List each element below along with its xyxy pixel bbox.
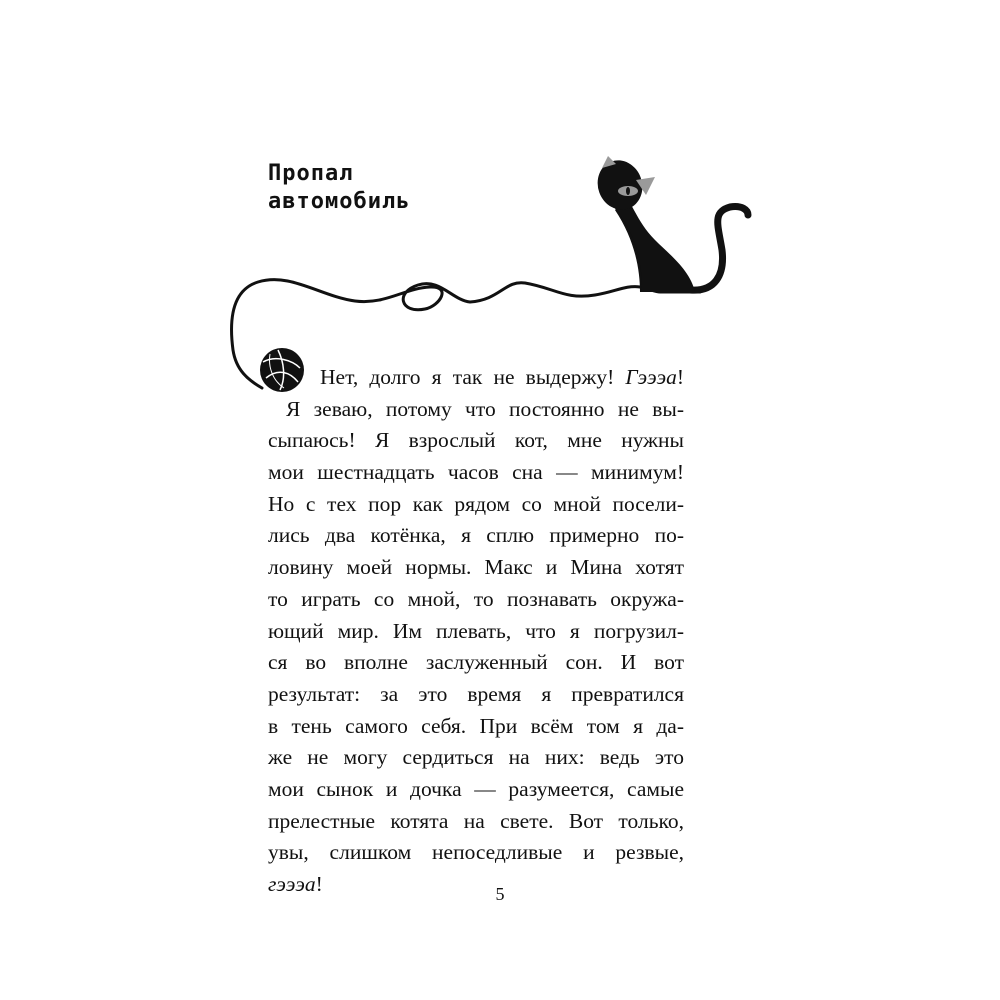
text-line: гэээа! xyxy=(268,872,323,896)
text-line: прелестные котята на свете. Вот только, xyxy=(268,808,684,833)
text-line: сыпаюсь! Я взрослый кот, мне нужны xyxy=(268,428,684,453)
page-number: 5 xyxy=(495,884,505,904)
text-line: мои шестнадцать часов сна — минимум! xyxy=(268,460,684,485)
text-line: ловину моей нормы. Макс и Мина хотят xyxy=(268,555,684,580)
text-line: Но с тех пор как рядом со мной посели- xyxy=(268,491,684,516)
text-line: результат: за это время я превратился xyxy=(268,681,684,706)
text-line: же не могу сердиться на них: ведь это xyxy=(268,745,684,770)
text-line: Я зеваю, потому что постоянно не вы- xyxy=(286,396,684,421)
black-cat-icon xyxy=(615,205,690,292)
text-line: увы, слишком непоседливые и резвые, xyxy=(268,840,684,865)
italic-word: Гэээа xyxy=(625,365,677,389)
text-line: мои сынок и дочка — разумеется, самые xyxy=(268,776,684,801)
chapter-title xyxy=(268,160,410,216)
text-line: ся во вполне заслуженный сон. И вот xyxy=(268,650,684,675)
text-line: лись два котёнка, я сплю примерно по- xyxy=(268,523,684,548)
text-line: ющий мир. Им плевать, что я погрузил- xyxy=(268,618,684,643)
text-line: то играть со мной, то познавать окружа- xyxy=(268,586,684,611)
text-line: в тень самого себя. При всём том я да- xyxy=(268,713,684,738)
body-text xyxy=(268,362,684,901)
cat-tail xyxy=(690,207,748,291)
chapter-title-line-1: Пропал xyxy=(268,161,354,186)
text-line: Нет, долго я так не выдержу! Гэээа! xyxy=(320,365,684,389)
italic-word: гэээа xyxy=(268,872,316,896)
chapter-title-line-2: автомобиль xyxy=(268,189,411,214)
